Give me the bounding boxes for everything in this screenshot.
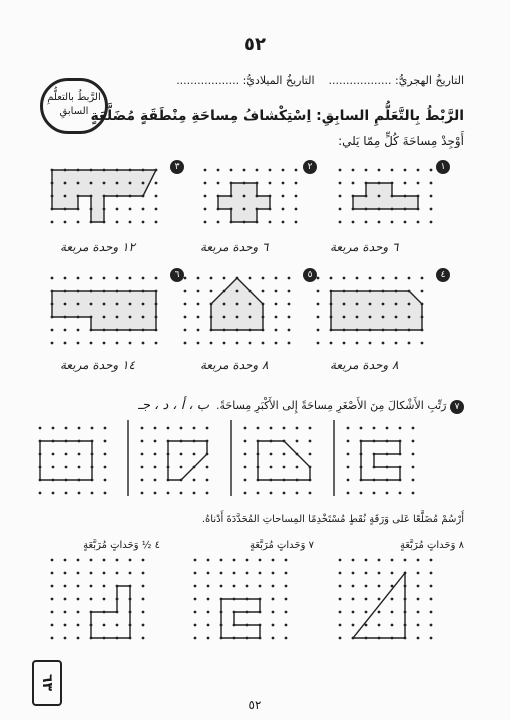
shape-q7-c: [168, 441, 207, 480]
dot-grid-q7-1: [244, 427, 312, 495]
exercise-number: ٢: [303, 160, 317, 174]
question-text: رَتِّبِ الأَشْكالَ مِنَ الأَصْغَرِ مِساحَةً إِلى الأَكْبَرِ مِساحَةً.: [216, 399, 447, 412]
question-number: ٧: [450, 400, 464, 414]
exercise-number: ٣: [170, 160, 184, 174]
shape-q7-b: [258, 441, 310, 480]
side-page-number: ٦٣: [32, 660, 62, 706]
prior-learning-badge: الرَّبطُ بالتعلُّمِ السابقِ: [40, 78, 108, 134]
dot-grid-q7-0: [347, 427, 415, 495]
section-instruction: أَوْجِدْ مِساحَةَ كُلٍّ مِمّا يَلي:: [338, 134, 464, 148]
question-answer: ب ، أ ، د ، جـ: [138, 398, 210, 413]
shape-ex5: [211, 278, 263, 330]
draw-task-text: ٤ ½ وَحَداتٍ مُرَبَّعَةٍ: [83, 540, 160, 551]
shape-q7-a: [361, 441, 400, 480]
drawn-shape-task8: [353, 573, 405, 638]
shape-ex2: [218, 183, 270, 222]
shape-q7-d: [40, 441, 92, 480]
exercise-answer: ١٤ وحدة مربعة: [60, 358, 135, 372]
draw-task-text: ٧ وَحَداتٍ مُرَبَّعَةٍ: [249, 540, 314, 551]
dot-grid-task8: [339, 559, 433, 640]
shape-ex6: [52, 291, 156, 330]
section-title: الرَّبْطُ بِالتَّعَلُّمِ السابِقِ: اِسْتِكْشافُ مِساحَةِ مِنْطَقَةٍ مُضَلَّعَةٍ: [90, 108, 464, 124]
draw-instruction: أَرْسُمْ مُضَلَّعًا عَلى وَرَقَةٍ نُقَطٍ مُسْتَخْدِمًا المِساحاتِ المُحَدَّدَةَ أَدْناهُ.: [201, 514, 464, 525]
draw-task-text: ٨ وَحَداتٍ مُرَبَّعَةٍ: [399, 540, 464, 551]
shape-ex3: [52, 170, 156, 222]
dot-grid-q7-2: [141, 427, 209, 495]
dot-grid-q7-3: [39, 427, 107, 495]
drawn-shape-task10: [91, 586, 130, 638]
exercise-number: ٥: [303, 268, 317, 282]
hijri-date: التاريخُ الهجريُّ: ..................: [328, 74, 464, 87]
exercise-answer: ١٢ وحدة مربعة: [60, 240, 135, 254]
exercise-number: ٤: [436, 268, 450, 282]
exercise-answer: ٨ وحدة مربعة: [200, 358, 269, 372]
gregorian-date: التاريخُ الميلاديُّ: ..................: [176, 74, 315, 87]
exercise-number: ١: [436, 160, 450, 174]
drawn-shape-task9: [221, 599, 260, 638]
page-number-top: ٥٢: [244, 34, 266, 55]
exercise-answer: ٦ وحدة مربعة: [330, 240, 399, 254]
shape-ex1: [353, 183, 418, 209]
shape-ex4: [331, 291, 422, 330]
exercise-answer: ٦ وحدة مربعة: [200, 240, 269, 254]
exercise-answer: ٨ وحدة مربعة: [330, 358, 399, 372]
exercise-number: ٦: [170, 268, 184, 282]
page-number-bottom: ٥٢: [248, 698, 262, 712]
